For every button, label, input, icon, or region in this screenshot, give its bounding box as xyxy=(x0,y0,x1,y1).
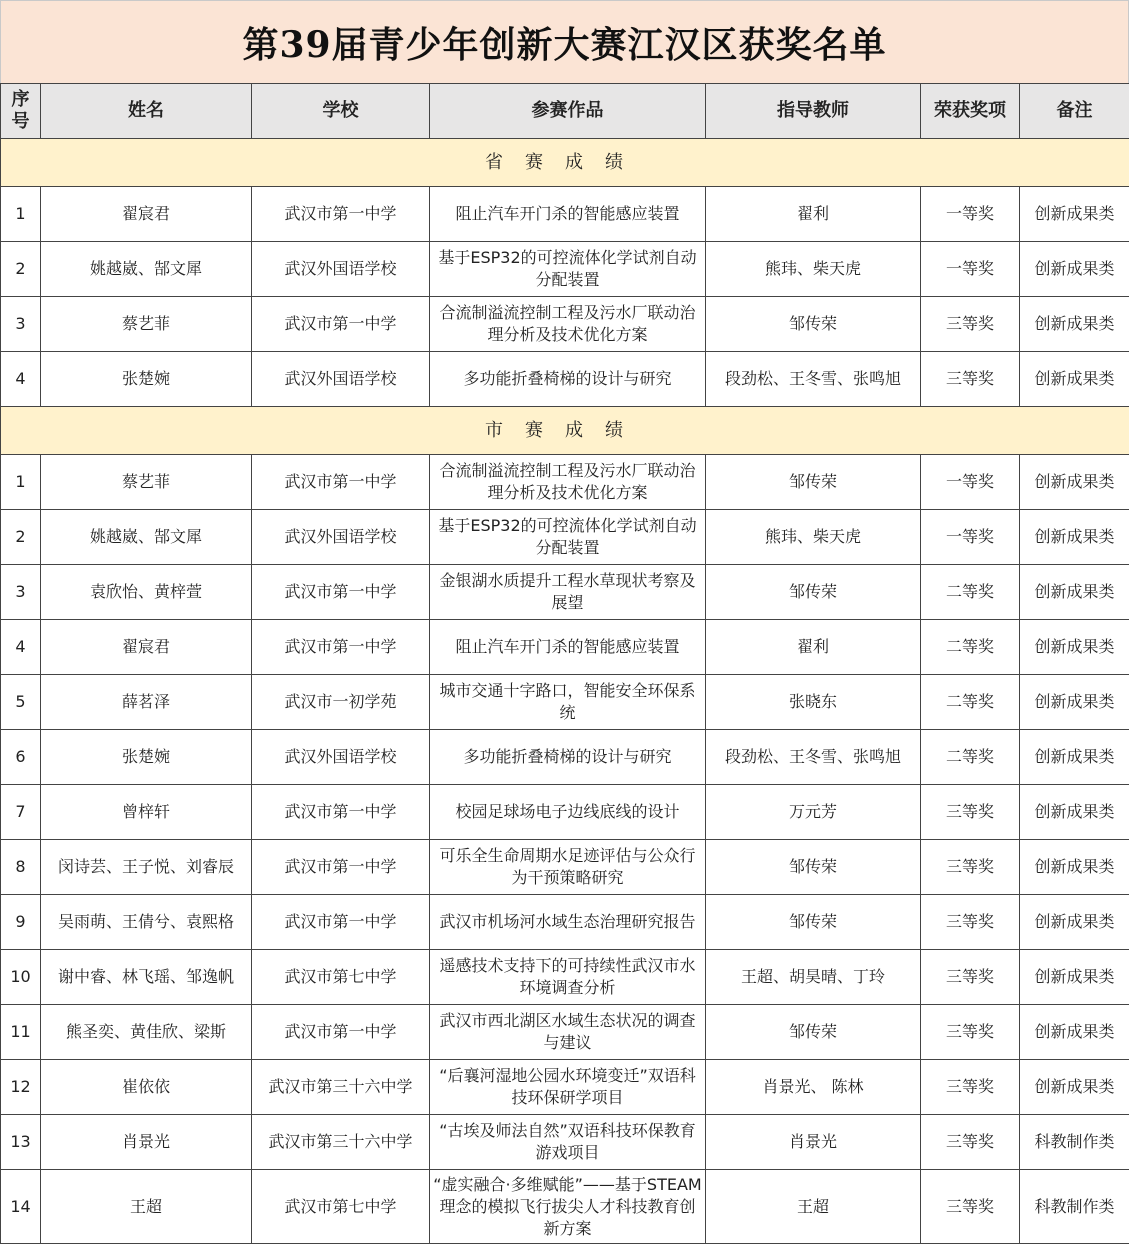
cell-note: 创新成果类 xyxy=(1020,187,1129,242)
cell-work: “后襄河湿地公园水环境变迁”双语科技环保研学项目 xyxy=(430,1060,706,1115)
cell-name: 翟宸君 xyxy=(41,620,252,675)
cell-teacher: 段劲松、王冬雪、张鸣旭 xyxy=(706,352,921,407)
cell-work: 武汉市机场河水域生态治理研究报告 xyxy=(430,895,706,950)
table-row xyxy=(1,455,1129,510)
cell-teacher: 邹传荣 xyxy=(706,565,921,620)
cell-teacher: 邹传荣 xyxy=(706,297,921,352)
cell-teacher: 翟利 xyxy=(706,187,921,242)
cell-no: 4 xyxy=(1,352,41,407)
cell-name: 吴雨萌、王倩兮、袁熙格 xyxy=(41,895,252,950)
table-row xyxy=(1,950,1129,1005)
cell-name: 谢中睿、林飞瑶、邹逸帆 xyxy=(41,950,252,1005)
cell-teacher: 邹传荣 xyxy=(706,840,921,895)
table-row xyxy=(1,1060,1129,1115)
cell-note: 创新成果类 xyxy=(1020,620,1129,675)
cell-award: 二等奖 xyxy=(921,565,1020,620)
cell-no: 8 xyxy=(1,840,41,895)
cell-award: 二等奖 xyxy=(921,620,1020,675)
cell-award: 三等奖 xyxy=(921,1060,1020,1115)
cell-award: 三等奖 xyxy=(921,840,1020,895)
cell-school: 武汉市第一中学 xyxy=(252,297,430,352)
cell-work: 阻止汽车开门杀的智能感应装置 xyxy=(430,620,706,675)
cell-no: 12 xyxy=(1,1060,41,1115)
cell-school: 武汉外国语学校 xyxy=(252,730,430,785)
cell-name: 闵诗芸、王子悦、刘睿辰 xyxy=(41,840,252,895)
cell-note: 创新成果类 xyxy=(1020,840,1129,895)
table-row xyxy=(1,1170,1129,1244)
cell-award: 三等奖 xyxy=(921,297,1020,352)
cell-work: 阻止汽车开门杀的智能感应装置 xyxy=(430,187,706,242)
cell-school: 武汉外国语学校 xyxy=(252,242,430,297)
cell-note: 创新成果类 xyxy=(1020,565,1129,620)
section-label: 市赛成绩 xyxy=(1,407,1129,455)
cell-name: 崔依依 xyxy=(41,1060,252,1115)
cell-no: 2 xyxy=(1,510,41,565)
cell-name: 蔡艺菲 xyxy=(41,455,252,510)
table-row xyxy=(1,565,1129,620)
cell-no: 7 xyxy=(1,785,41,840)
section-label: 省赛成绩 xyxy=(1,139,1129,187)
cell-no: 2 xyxy=(1,242,41,297)
cell-no: 4 xyxy=(1,620,41,675)
cell-teacher: 熊玮、柴天虎 xyxy=(706,510,921,565)
header-school: 学校 xyxy=(252,84,430,139)
cell-award: 三等奖 xyxy=(921,1115,1020,1170)
cell-name: 熊圣奕、黄佳欣、梁斯 xyxy=(41,1005,252,1060)
cell-work: 遥感技术支持下的可持续性武汉市水环境调查分析 xyxy=(430,950,706,1005)
table-row xyxy=(1,730,1129,785)
cell-school: 武汉市一初学苑 xyxy=(252,675,430,730)
cell-award: 一等奖 xyxy=(921,455,1020,510)
table-row xyxy=(1,675,1129,730)
table-row xyxy=(1,895,1129,950)
cell-name: 曾梓轩 xyxy=(41,785,252,840)
cell-award: 三等奖 xyxy=(921,1005,1020,1060)
cell-no: 13 xyxy=(1,1115,41,1170)
cell-no: 14 xyxy=(1,1170,41,1244)
section-row xyxy=(1,407,1129,455)
cell-note: 创新成果类 xyxy=(1020,730,1129,785)
table-row xyxy=(1,785,1129,840)
cell-no: 9 xyxy=(1,895,41,950)
cell-work: 基于ESP32的可控流体化学试剂自动分配装置 xyxy=(430,242,706,297)
header-name: 姓名 xyxy=(41,84,252,139)
cell-work: 合流制溢流控制工程及污水厂联动治理分析及技术优化方案 xyxy=(430,297,706,352)
cell-note: 创新成果类 xyxy=(1020,352,1129,407)
cell-no: 5 xyxy=(1,675,41,730)
cell-name: 张楚婉 xyxy=(41,352,252,407)
cell-no: 3 xyxy=(1,565,41,620)
cell-note: 创新成果类 xyxy=(1020,950,1129,1005)
cell-award: 三等奖 xyxy=(921,785,1020,840)
cell-name: 姚越崴、郜文犀 xyxy=(41,242,252,297)
table-row xyxy=(1,242,1129,297)
cell-note: 创新成果类 xyxy=(1020,1060,1129,1115)
cell-note: 创新成果类 xyxy=(1020,242,1129,297)
table-row xyxy=(1,1115,1129,1170)
cell-work: 合流制溢流控制工程及污水厂联动治理分析及技术优化方案 xyxy=(430,455,706,510)
cell-award: 二等奖 xyxy=(921,675,1020,730)
cell-name: 姚越崴、郜文犀 xyxy=(41,510,252,565)
cell-work: “虚实融合·多维赋能”——基于STEAM理念的模拟飞行拔尖人才科技教育创新方案 xyxy=(430,1170,706,1244)
cell-teacher: 邹传荣 xyxy=(706,895,921,950)
cell-work: 多功能折叠椅梯的设计与研究 xyxy=(430,352,706,407)
cell-no: 6 xyxy=(1,730,41,785)
cell-name: 王超 xyxy=(41,1170,252,1244)
cell-note: 科教制作类 xyxy=(1020,1170,1129,1244)
cell-note: 创新成果类 xyxy=(1020,297,1129,352)
table-row xyxy=(1,840,1129,895)
section-row xyxy=(1,139,1129,187)
table-row xyxy=(1,352,1129,407)
cell-teacher: 邹传荣 xyxy=(706,1005,921,1060)
cell-school: 武汉市第一中学 xyxy=(252,785,430,840)
cell-teacher: 肖景光、 陈林 xyxy=(706,1060,921,1115)
cell-note: 科教制作类 xyxy=(1020,1115,1129,1170)
cell-work: 城市交通十字路口，智能安全环保系统 xyxy=(430,675,706,730)
cell-name: 袁欣怡、黄梓萱 xyxy=(41,565,252,620)
cell-work: “古埃及师法自然”双语科技环保教育游戏项目 xyxy=(430,1115,706,1170)
cell-teacher: 熊玮、柴天虎 xyxy=(706,242,921,297)
cell-school: 武汉市第一中学 xyxy=(252,840,430,895)
cell-award: 三等奖 xyxy=(921,950,1020,1005)
cell-work: 可乐全生命周期水足迹评估与公众行为干预策略研究 xyxy=(430,840,706,895)
table-row xyxy=(1,187,1129,242)
cell-note: 创新成果类 xyxy=(1020,455,1129,510)
cell-school: 武汉市第一中学 xyxy=(252,455,430,510)
cell-school: 武汉市第三十六中学 xyxy=(252,1115,430,1170)
page-title: 第39届青少年创新大赛江汉区获奖名单 xyxy=(0,0,1129,85)
cell-teacher: 王超、胡昊晴、丁玲 xyxy=(706,950,921,1005)
award-table xyxy=(0,83,1129,1244)
header-award: 荣获奖项 xyxy=(921,84,1020,139)
cell-name: 薛茗泽 xyxy=(41,675,252,730)
cell-work: 多功能折叠椅梯的设计与研究 xyxy=(430,730,706,785)
cell-school: 武汉市第七中学 xyxy=(252,1170,430,1244)
cell-name: 蔡艺菲 xyxy=(41,297,252,352)
cell-note: 创新成果类 xyxy=(1020,510,1129,565)
cell-no: 11 xyxy=(1,1005,41,1060)
cell-school: 武汉外国语学校 xyxy=(252,510,430,565)
cell-school: 武汉外国语学校 xyxy=(252,352,430,407)
table-row xyxy=(1,297,1129,352)
cell-teacher: 张晓东 xyxy=(706,675,921,730)
cell-teacher: 段劲松、王冬雪、张鸣旭 xyxy=(706,730,921,785)
cell-school: 武汉市第一中学 xyxy=(252,565,430,620)
table-row xyxy=(1,510,1129,565)
cell-award: 三等奖 xyxy=(921,352,1020,407)
header-no: 序号 xyxy=(1,84,41,139)
header-row xyxy=(1,84,1129,139)
cell-teacher: 邹传荣 xyxy=(706,455,921,510)
cell-no: 3 xyxy=(1,297,41,352)
cell-award: 三等奖 xyxy=(921,895,1020,950)
cell-award: 二等奖 xyxy=(921,730,1020,785)
cell-note: 创新成果类 xyxy=(1020,785,1129,840)
cell-name: 翟宸君 xyxy=(41,187,252,242)
cell-work: 武汉市西北湖区水域生态状况的调查与建议 xyxy=(430,1005,706,1060)
cell-teacher: 翟利 xyxy=(706,620,921,675)
cell-name: 肖景光 xyxy=(41,1115,252,1170)
cell-no: 1 xyxy=(1,455,41,510)
cell-school: 武汉市第一中学 xyxy=(252,620,430,675)
header-note: 备注 xyxy=(1020,84,1129,139)
cell-work: 金银湖水质提升工程水草现状考察及展望 xyxy=(430,565,706,620)
cell-school: 武汉市第一中学 xyxy=(252,187,430,242)
header-work: 参赛作品 xyxy=(430,84,706,139)
table-row xyxy=(1,620,1129,675)
cell-teacher: 王超 xyxy=(706,1170,921,1244)
cell-school: 武汉市第一中学 xyxy=(252,895,430,950)
header-teacher: 指导教师 xyxy=(706,84,921,139)
cell-award: 一等奖 xyxy=(921,187,1020,242)
cell-teacher: 万元芳 xyxy=(706,785,921,840)
cell-work: 基于ESP32的可控流体化学试剂自动分配装置 xyxy=(430,510,706,565)
cell-note: 创新成果类 xyxy=(1020,895,1129,950)
cell-note: 创新成果类 xyxy=(1020,675,1129,730)
cell-name: 张楚婉 xyxy=(41,730,252,785)
cell-note: 创新成果类 xyxy=(1020,1005,1129,1060)
cell-teacher: 肖景光 xyxy=(706,1115,921,1170)
cell-award: 三等奖 xyxy=(921,1170,1020,1244)
cell-award: 一等奖 xyxy=(921,510,1020,565)
cell-school: 武汉市第七中学 xyxy=(252,950,430,1005)
cell-school: 武汉市第三十六中学 xyxy=(252,1060,430,1115)
cell-school: 武汉市第一中学 xyxy=(252,1005,430,1060)
table-row xyxy=(1,1005,1129,1060)
cell-no: 1 xyxy=(1,187,41,242)
cell-no: 10 xyxy=(1,950,41,1005)
cell-award: 一等奖 xyxy=(921,242,1020,297)
cell-work: 校园足球场电子边线底线的设计 xyxy=(430,785,706,840)
